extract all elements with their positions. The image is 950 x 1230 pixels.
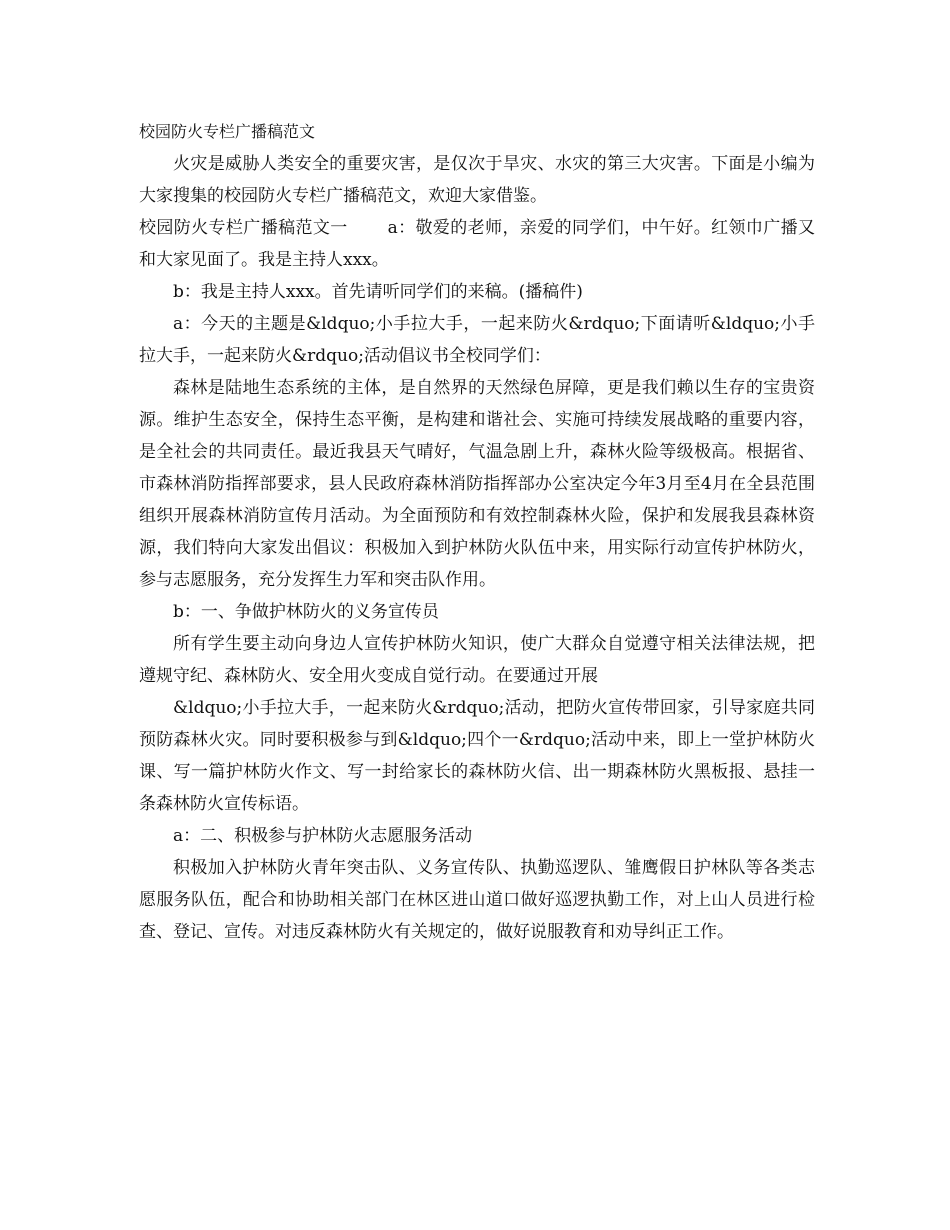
body-paragraph: 所有学生要主动向身边人宣传护林防火知识，使广大群众自觉遵守相关法律法规，把遵规守纪、森林防火、安全用火变成自觉行动。在要通过开展	[139, 634, 815, 686]
body-paragraph: a：二、积极参与护林防火志愿服务活动	[173, 826, 473, 846]
body-paragraph: b：一、争做护林防火的义务宣传员	[173, 602, 439, 622]
body-paragraph: b：我是主持人xxx。首先请听同学们的来稿。(播稿件)	[173, 282, 583, 302]
body-paragraph: 森林是陆地生态系统的主体，是自然界的天然绿色屏障，更是我们赖以生存的宝贵资源。维护生态安全，保持生态平衡，是构建和谐社会、实施可持续发展战略的重要内容，是全社会的共同责任。最近我县天气晴好，气温急剧上升，森林火险等级极高。根据省、市森林消防指挥部要求，县人民政府森林消防指挥部办公室决定今年3月至4月在全县范围组织开展森林消防宣传月活动。为全面预防和有效控制森林火险，保护和发展我县森林资源，我们特向大家发出倡议：积极加入到护林防火队伍中来，用实际行动宣传护林防火，参与志愿服务，充分发挥生力军和突击队作用。	[139, 378, 815, 590]
body-paragraph: a：今天的主题是&ldquo;小手拉大手，一起来防火&rdquo;下面请听&ldquo;小手拉大手，一起来防火&rdquo;活动倡议书全校同学们：	[139, 314, 815, 366]
document-page	[139, 116, 815, 948]
section-paragraph	[139, 212, 815, 276]
document-title: 校园防火专栏广播稿范文	[139, 122, 316, 141]
section-heading: 校园防火专栏广播稿范文一	[139, 218, 348, 238]
section-first-line: a：敬爱的老师，亲爱的同学们，中午好。红领巾广播又和大家见面了。我是主持人xxx。	[139, 218, 815, 270]
intro-paragraph: 火灾是威胁人类安全的重要灾害，是仅次于旱灾、水灾的第三大灾害。下面是小编为大家搜集的校园防火专栏广播稿范文，欢迎大家借鉴。	[139, 154, 815, 206]
body-paragraph: 积极加入护林防火青年突击队、义务宣传队、执勤巡逻队、雏鹰假日护林队等各类志愿服务队伍，配合和协助相关部门在林区进山道口做好巡逻执勤工作，对上山人员进行检查、登记、宣传。对违反森林防火有关规定的，做好说服教育和劝导纠正工作。	[139, 858, 815, 942]
body-paragraph: &ldquo;小手拉大手，一起来防火&rdquo;活动，把防火宣传带回家，引导家庭共同预防森林火灾。同时要积极参与到&ldquo;四个一&rdquo;活动中来，即上一堂护林防火课、写一篇护林防火作文、写一封给家长的森林防火信、出一期森林防火黑板报、悬挂一条森林防火宣传标语。	[139, 698, 815, 814]
